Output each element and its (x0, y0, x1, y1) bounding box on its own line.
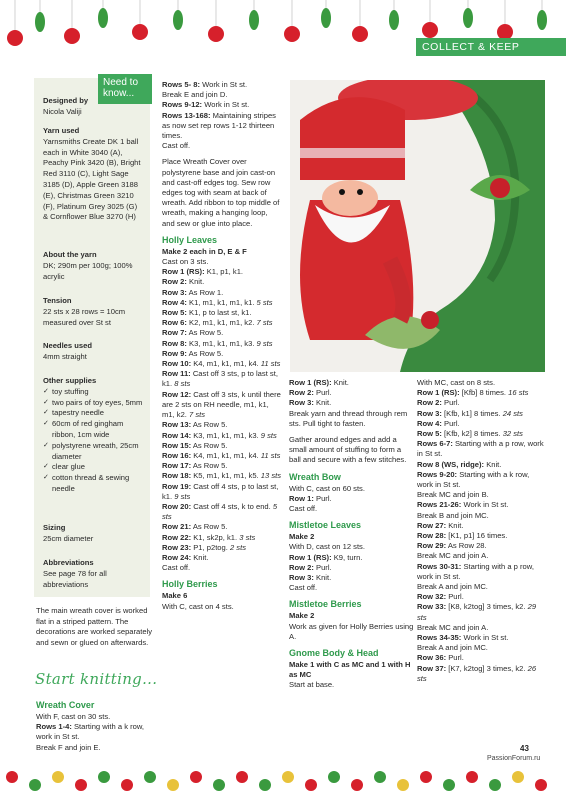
berry-row: Row 3: Knit. (289, 398, 332, 408)
designed-by-label: Designed by (43, 96, 89, 105)
wreath-bow-title: Wreath Bow (289, 471, 341, 482)
mistletoe-berries-make: Make 2 (289, 611, 315, 621)
gnome-row: Break B and join MC. (417, 510, 489, 520)
bauble-ornament (173, 10, 183, 30)
festive-decoration (98, 771, 110, 783)
bauble-ornament (321, 8, 331, 28)
wreath-cover-row: Rows 1-4: Starting with a k row, work in St st. (36, 722, 145, 742)
pattern-row: Rows 9-12: Work in St st. (162, 100, 250, 110)
bauble-ornament (249, 10, 259, 30)
supplies-section (43, 376, 143, 495)
festive-decoration (328, 771, 340, 783)
festive-decoration (466, 771, 478, 783)
supply-item: ✓ 60cm of red gingham ribbon, 1cm wide (43, 419, 143, 441)
holly-row: Row 12: Cast off 3 sts, k until there are 2 sts on RH needle, m1, k1, m1, k2. 7 sts (162, 389, 281, 420)
gnome-row: Row 8 (WS, ridge): Knit. (417, 459, 502, 469)
festive-decoration (420, 771, 432, 783)
sizing-text: 25cm diameter (43, 533, 94, 543)
supplies-label: Other supplies (43, 376, 97, 385)
holly-row: Row 18: K5, m1, k1, m1, k5. 13 sts (162, 471, 282, 481)
tension-label: Tension (43, 296, 72, 305)
sizing-section (43, 523, 143, 545)
gnome-row: Rows 30-31: Starting with a p row, work in St st. (417, 561, 534, 581)
mistletoe-row: Row 3: Knit. (289, 573, 332, 583)
bow-row: Row 1: Purl. (289, 493, 332, 503)
gnome-row: Rows 6-7: Starting with a p row, work in St st. (417, 439, 544, 459)
holly-row: Row 13: As Row 5. (162, 420, 228, 430)
about-yarn-section (43, 250, 143, 282)
bow-cast-off: Cast off. (289, 504, 318, 514)
festive-decoration (282, 771, 294, 783)
supply-item: ✓ cotton thread & sewing needle (43, 473, 143, 495)
festive-decoration (190, 771, 202, 783)
wreath-cover-title: Wreath Cover (36, 700, 95, 710)
abbreviations-text: See page 78 for all abbreviations (43, 568, 107, 589)
berry-gather: Gather around edges and add a small amount of stuffing to form a ball and secure with a few stitches. (289, 435, 407, 465)
gnome-row: Rows 21-26: Work in St st. (417, 500, 509, 510)
festive-decoration (29, 779, 41, 791)
festive-decoration (259, 779, 271, 791)
intro-text: The main wreath cover is worked flat in a striped pattern. The decorations are worked separately and sewn or glued on afterwards. (36, 606, 153, 647)
gnome-row: Row 1 (RS): [Kfb] 8 times. 16 sts (417, 388, 529, 398)
gnome-row: Row 37: [K7, k2tog] 3 times, k2. 26 sts (417, 663, 537, 683)
gnome-row: Row 5: [Kfb, k2] 8 times. 32 sts (417, 429, 523, 439)
designed-by-section (43, 96, 143, 118)
festive-decoration (213, 779, 225, 791)
holly-row: Row 17: As Row 5. (162, 461, 228, 471)
tension-text: 22 sts x 28 rows = 10cm measured over St st (43, 306, 126, 327)
holly-row: Row 23: P1, p2tog. 2 sts (162, 542, 247, 552)
gnome-row: With MC, cast on 8 sts. (417, 378, 496, 387)
festive-decoration (121, 779, 133, 791)
gnome-row: Break A and join MC. (417, 582, 488, 592)
bauble-ornament (463, 8, 473, 28)
holly-row: Row 5: K1, p to last st, k1. (162, 308, 252, 318)
bauble-ornament (132, 24, 148, 40)
bauble-ornament (537, 10, 547, 30)
holly-row: Row 3: As Row 1. (162, 287, 224, 297)
mistletoe-make: Make 2 (289, 532, 315, 542)
gnome-row: Break A and join MC. (417, 643, 488, 653)
supply-item: ✓ two pairs of toy eyes, 5mm (43, 398, 143, 409)
bauble-ornament (35, 12, 45, 32)
holly-berries-title: Holly Berries (162, 579, 218, 590)
about-yarn-text: DK; 290m per 100g; 100% acrylic (43, 260, 133, 281)
holly-row: Row 7: As Row 5. (162, 328, 224, 338)
abbreviations-section (43, 558, 143, 590)
bauble-ornament (422, 22, 438, 38)
abbreviations-label: Abbreviations (43, 558, 94, 567)
festive-decoration (512, 771, 524, 783)
berry-row: Row 1 (RS): Knit. (289, 378, 349, 387)
festive-decoration (443, 779, 455, 791)
holly-row: Row 1 (RS): K1, p1, k1. (162, 267, 244, 277)
wreath-cover-cast-on: With F, cast on 30 sts. (36, 712, 111, 721)
supply-item: ✓ clear glue (43, 462, 143, 473)
holly-row: Row 22: K1, sk2p, k1. 3 sts (162, 532, 256, 542)
festive-decoration (144, 771, 156, 783)
holly-row: Row 14: K3, m1, k1, m1, k3. 9 sts (162, 430, 277, 440)
page-number: 43 (520, 744, 529, 753)
bauble-ornament (352, 26, 368, 42)
gnome-row: Row 3: [Kfb, k1] 8 times. 24 sts (417, 408, 523, 418)
holly-rows (162, 267, 282, 563)
holly-row: Row 8: K3, m1, k1, m1, k3. 9 sts (162, 338, 273, 348)
bauble-ornament (208, 26, 224, 42)
needles-text: 4mm straight (43, 351, 87, 361)
supplies-list (43, 387, 143, 495)
holly-row: Row 9: As Row 5. (162, 348, 224, 358)
berry-break: Break yarn and thread through rem sts. Pull tight to fasten. (289, 408, 408, 428)
festive-decoration (167, 779, 179, 791)
holly-row: Row 6: K2, m1, k1, m1, k2. 7 sts (162, 318, 273, 328)
mistletoe-row: Row 1 (RS): K9, turn. (289, 552, 363, 562)
pattern-row: Rows 5- 8: Work in St st. (162, 80, 248, 89)
holly-cast-off: Cast off. (162, 563, 191, 573)
about-yarn-label: About the yarn (43, 250, 97, 259)
gnome-wreath-photo (290, 80, 545, 372)
pattern-row: Rows 13-168: Maintaining stripes as now set rep rows 1-12 thirteen times. (162, 110, 276, 141)
start-knitting-heading: Start knitting... (35, 670, 158, 688)
festive-decoration (305, 779, 317, 791)
needles-section (43, 341, 143, 363)
bauble-ornament (98, 8, 108, 28)
holly-row: Row 16: K4, m1, k1, m1, k4. 11 sts (162, 450, 281, 460)
sizing-label: Sizing (43, 523, 66, 532)
holly-row: Row 21: As Row 5. (162, 522, 228, 532)
holly-row: Row 19: Cast off 4 sts, p to last st, k1. 9 sts (162, 481, 279, 501)
festive-border-bottom (0, 755, 566, 800)
gnome-row: Row 28: [K1, p1] 16 times. (417, 531, 508, 541)
bauble-ornament (64, 28, 80, 44)
festive-decoration (52, 771, 64, 783)
column-three (289, 378, 414, 691)
holly-row: Row 15: As Row 5. (162, 440, 228, 450)
holly-berries-cast-on: With C, cast on 4 sts. (162, 601, 234, 611)
gnome-rows (417, 378, 545, 684)
pattern-line: Break E and join D. (162, 90, 228, 100)
watermark: PassionForum.ru (487, 755, 541, 762)
holly-row: Row 2: Knit. (162, 277, 205, 287)
holly-row: Row 4: K1, m1, k1, m1, k1. 5 sts (162, 297, 273, 307)
festive-decoration (75, 779, 87, 791)
supply-item: ✓ toy stuffing (43, 387, 143, 398)
yarn-used-text: Yarnsmiths Create DK 1 ball each in White 3040 (A), Peachy Pink 3420 (B), Bright Red 3110 (C), Light Sage 3185 (D), Apple Green 3188 (E), Christmas Green 3210 (F), Platinum Grey 3025 (G) & Cornflower Blue 3270 (H) (43, 136, 141, 222)
gnome-row: Row 33: [K8, k2tog] 3 times, k2. 29 sts (417, 602, 537, 622)
holly-row: Row 10: K4, m1, k1, m1, k4. 11 sts (162, 359, 281, 369)
gnome-row: Row 29: As Row 28. (417, 541, 487, 551)
holly-leaves-title: Holly Leaves (162, 234, 218, 245)
festive-decoration (6, 771, 18, 783)
gnome-row: Rows 9-20: Starting with a k row, work in St st. (417, 469, 530, 490)
column-two (162, 80, 282, 612)
holly-cast-on: Cast on 3 sts. (162, 257, 209, 267)
gnome-row: Break MC and join A. (417, 551, 489, 561)
supply-item: ✓ polystyrene wreath, 25cm diameter (43, 441, 143, 463)
bow-cast-on: With C, cast on 60 sts. (289, 483, 365, 493)
collect-keep-banner: COLLECT & KEEP (416, 38, 566, 56)
wreath-cover-break: Break F and join E. (36, 742, 101, 752)
festive-decoration (374, 771, 386, 783)
need-to-know-label: Need to know... (98, 74, 152, 104)
gnome-row: Row 32: Purl. (417, 592, 464, 602)
mistletoe-row: Row 2: Purl. (289, 562, 332, 572)
yarn-used-label: Yarn used (43, 126, 80, 135)
mistletoe-berries-text: Work as given for Holly Berries using A. (289, 621, 414, 641)
ornament-garland-top (0, 0, 566, 66)
gnome-row: Row 4: Purl. (417, 418, 460, 428)
wreath-cover-section (36, 696, 154, 753)
assembly-text: Place Wreath Cover over polystyrene base and join cast-on and cast-off edges tog. Sew row edges tog with seam at back of wreath. Add ribbon to top middle of wreath, making a hanging loop, and sew or glue into place. (162, 157, 280, 228)
bauble-ornament (389, 10, 399, 30)
gnome-row: Break MC and join A. (417, 622, 489, 632)
gnome-row: Row 2: Purl. (417, 398, 460, 408)
tension-section (43, 296, 143, 328)
holly-row: Row 11: Cast off 3 sts, p to last st, k1. 8 sts (162, 369, 278, 389)
supply-item: ✓ tapestry needle (43, 408, 143, 419)
festive-decoration (535, 779, 547, 791)
berry-row: Row 2: Purl. (289, 388, 332, 398)
festive-decoration (351, 779, 363, 791)
mistletoe-cast-on: With D, cast on 12 sts. (289, 542, 365, 552)
gnome-row: Row 27: Knit. (417, 520, 464, 530)
gnome-make: Make 1 with C as MC and 1 with H as MC (289, 660, 411, 680)
gnome-row: Rows 34-35: Work in St st. (417, 633, 509, 643)
festive-decoration (397, 779, 409, 791)
mistletoe-berries-title: Mistletoe Berries (289, 599, 362, 610)
designer-name: Nicola Valiji (43, 106, 82, 116)
bauble-ornament (7, 30, 23, 46)
festive-decoration (489, 779, 501, 791)
needles-label: Needles used (43, 341, 92, 350)
holly-make: Make 2 each in D, E & F (162, 246, 247, 256)
column-four (417, 378, 545, 684)
mistletoe-cast-off: Cast off. (289, 583, 318, 593)
gnome-body-title: Gnome Body & Head (289, 648, 379, 659)
mistletoe-leaves-title: Mistletoe Leaves (289, 520, 362, 531)
pattern-line: Cast off. (162, 141, 191, 151)
gnome-start: Start at base. (289, 680, 335, 690)
yarn-used-section (43, 126, 143, 223)
gnome-row: Break MC and join B. (417, 490, 489, 500)
bauble-ornament (284, 26, 300, 42)
gnome-row: Row 36: Purl. (417, 653, 464, 663)
holly-row: Row 24: Knit. (162, 552, 209, 562)
holly-row: Row 20: Cast off 4 sts, k to end. 5 sts (162, 501, 278, 522)
holly-berries-make: Make 6 (162, 591, 188, 601)
festive-decoration (236, 771, 248, 783)
